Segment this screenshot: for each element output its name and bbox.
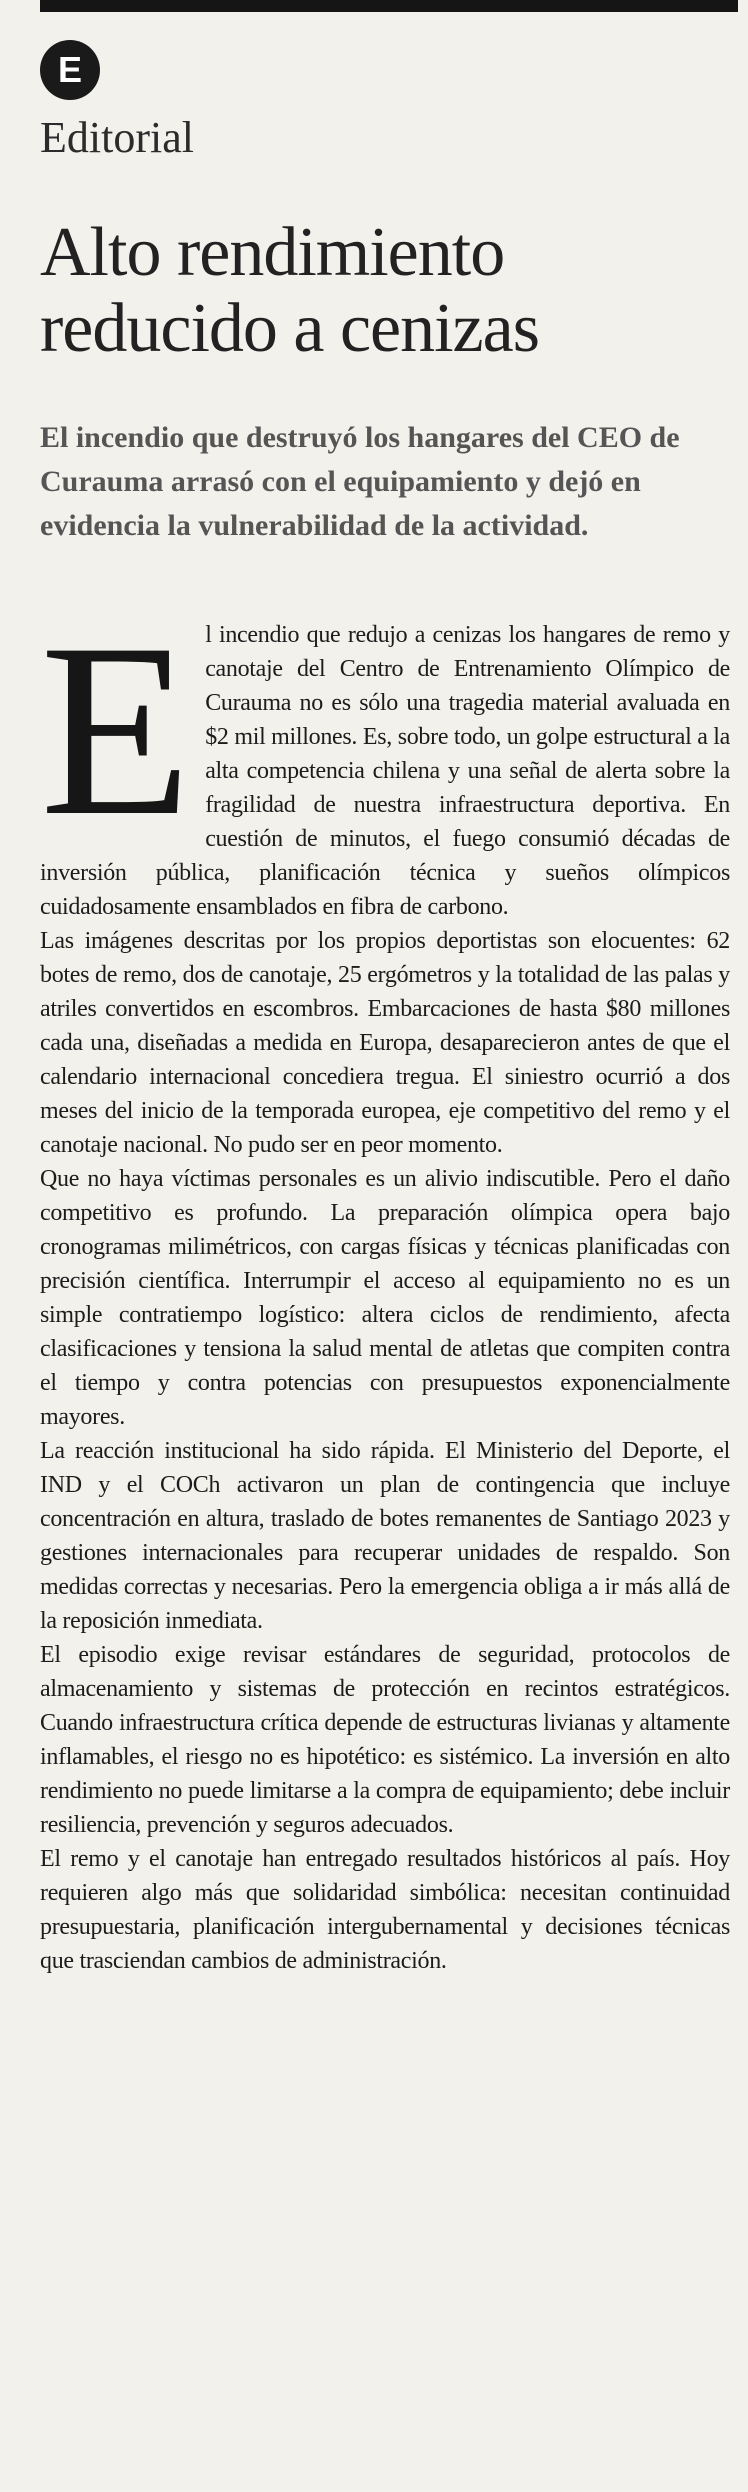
paragraph-2: Las imágenes descritas por los propios deportistas son elocuentes: 62 botes de remo, dos de canotaje, 25 ergómetros y la totalidad de las palas y atriles convertidos en escombros. Embarcaciones de hasta $80 millones cada una, diseñadas a medida en Europa, desaparecieron antes de que el calendario internacional concediera tregua. El siniestro ocurrió a dos meses del inicio de la temporada europea, eje competitivo del remo y el canotaje nacional. No pudo ser en peor momento. <box>40 928 730 1158</box>
section-label: Editorial <box>40 113 194 162</box>
top-rule <box>40 0 738 12</box>
subtitle: El incendio que destruyó los hangares del CEO de Curauma arrasó con el equipamiento y dejó en evidencia la vulnerabilidad de la actividad. <box>40 421 680 542</box>
paragraph-6: El remo y el canotaje han entregado resultados históricos al país. Hoy requieren algo más que solidaridad simbólica: necesitan continuidad presupuestaria, planificación intergubernamental y decisiones técnicas que trasciendan cambios de administración. <box>40 1846 730 1974</box>
paragraph-5: El episodio exige revisar estándares de seguridad, protocolos de almacenamiento y sistemas de protección en recintos estratégicos. Cuando infraestructura crítica depende de estructuras livianas y altamente inflamables, el riesgo no es hipotético: es sistémico. La inversión en alto rendimiento no puede limitarse a la compra de equipamiento; debe incluir resiliencia, prevención y seguros adecuados. <box>40 1642 730 1838</box>
article-body <box>40 592 730 1978</box>
section-badge: E <box>40 40 100 100</box>
paragraph-1 <box>40 592 730 924</box>
drop-cap: E <box>40 592 192 867</box>
paragraph-1-text: l incendio que redujo a cenizas los hangares de remo y canotaje del Centro de Entrenamiento Olímpico de Curauma no es sólo una tragedia material avaluada en $2 mil millones. Es, sobre todo, un golpe estructural a la alta competencia chilena y una señal de alerta sobre la fragilidad de nuestra infraestructura deportiva. En cuestión de minutos, el fuego consumió décadas de inversión pública, planificación técnica y sueños olímpicos cuidadosamente ensamblados en fibra de carbono. <box>40 622 730 920</box>
paragraph-3: Que no haya víctimas personales es un alivio indiscutible. Pero el daño competitivo es profundo. La preparación olímpica opera bajo cronogramas milimétricos, con cargas físicas y técnicas planificadas con precisión científica. Interrumpir el acceso al equipamiento no es un simple contratiempo logístico: altera ciclos de rendimiento, afecta clasificaciones y tensiona la salud mental de atletas que compiten contra el tiempo y contra potencias con presupuestos exponencialmente mayores. <box>40 1166 730 1430</box>
paragraph-4: La reacción institucional ha sido rápida. El Ministerio del Deporte, el IND y el COCh activaron un plan de contingencia que incluye concentración en altura, traslado de botes remanentes de Santiago 2023 y gestiones internacionales para recuperar unidades de respaldo. Son medidas correctas y necesarias. Pero la emergencia obliga a ir más allá de la reposición inmediata. <box>40 1438 730 1634</box>
headline: Alto rendimiento reducido a cenizas <box>40 214 539 367</box>
